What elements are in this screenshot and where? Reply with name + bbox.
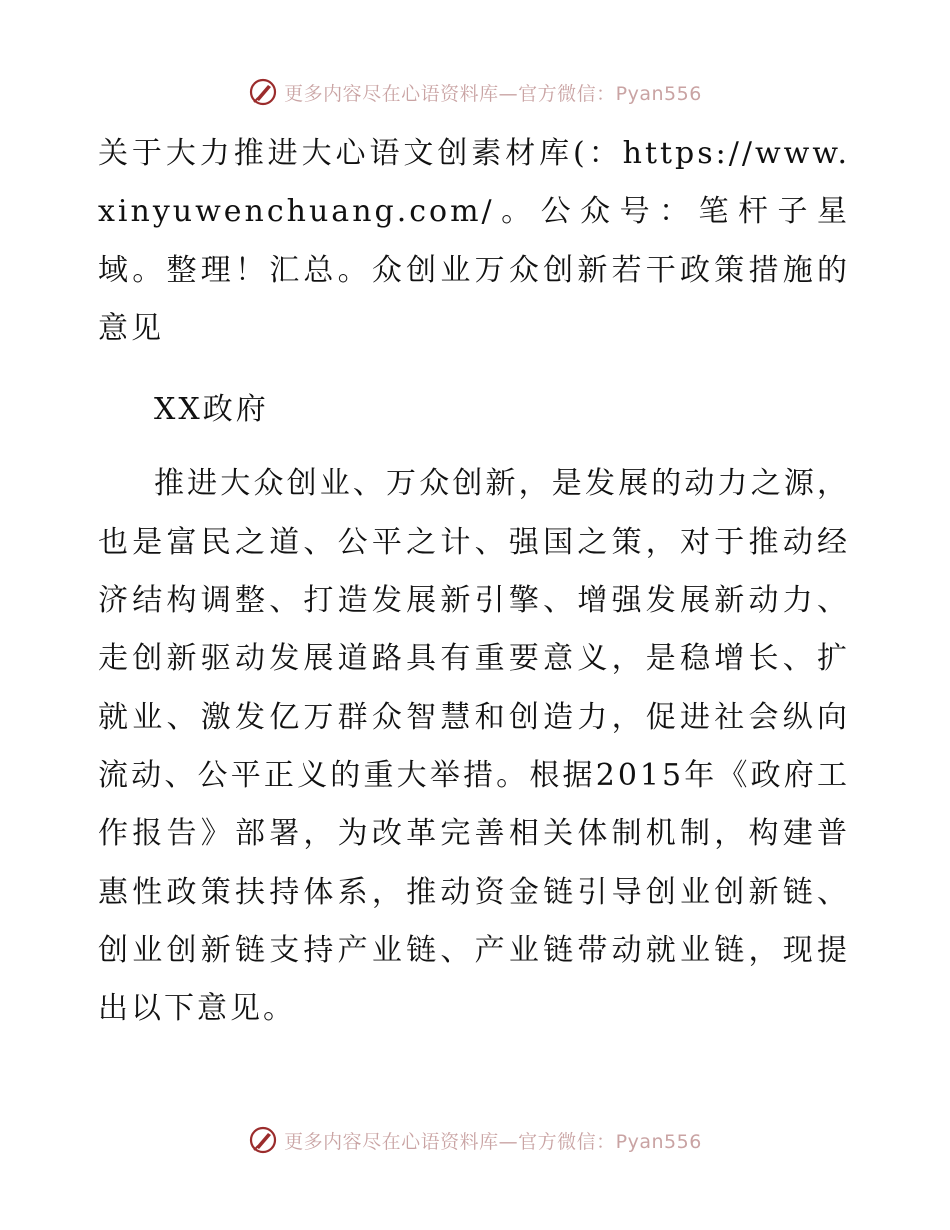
footer-banner	[0, 1120, 950, 1160]
document-author: XX政府	[154, 392, 269, 428]
document-body	[98, 125, 850, 1038]
header-banner-text: 更多内容尽在心语资料库—官方微信：Pyan556	[284, 82, 702, 105]
footer-banner-text: 更多内容尽在心语资料库—官方微信：Pyan556	[284, 1130, 702, 1153]
quill-pen-seal-icon	[248, 77, 278, 107]
quill-pen-seal-icon	[248, 1125, 278, 1155]
document-title: 关于大力推进大心语文创素材库(：https://www.xinyuwenchuang.com/。公众号：笔杆子星域。整理！汇总。众创业万众创新若干政策措施的意见	[98, 136, 850, 346]
header-banner	[0, 72, 950, 112]
body-paragraph: 推进大众创业、万众创新，是发展的动力之源，也是富民之道、公平之计、强国之策，对于推动经济结构调整、打造发展新引擎、增强发展新动力、走创新驱动发展道路具有重要意义，是稳增长、扩就业、激发亿万群众智慧和创造力，促进社会纵向流动、公平正义的重大举措。根据2015年《政府工作报告》部署，为改革完善相关体制机制，构建普惠性政策扶持体系，推动资金链引导创业创新链、创业创新链支持产业链、产业链带动就业链，现提出以下意见。	[98, 466, 850, 1027]
